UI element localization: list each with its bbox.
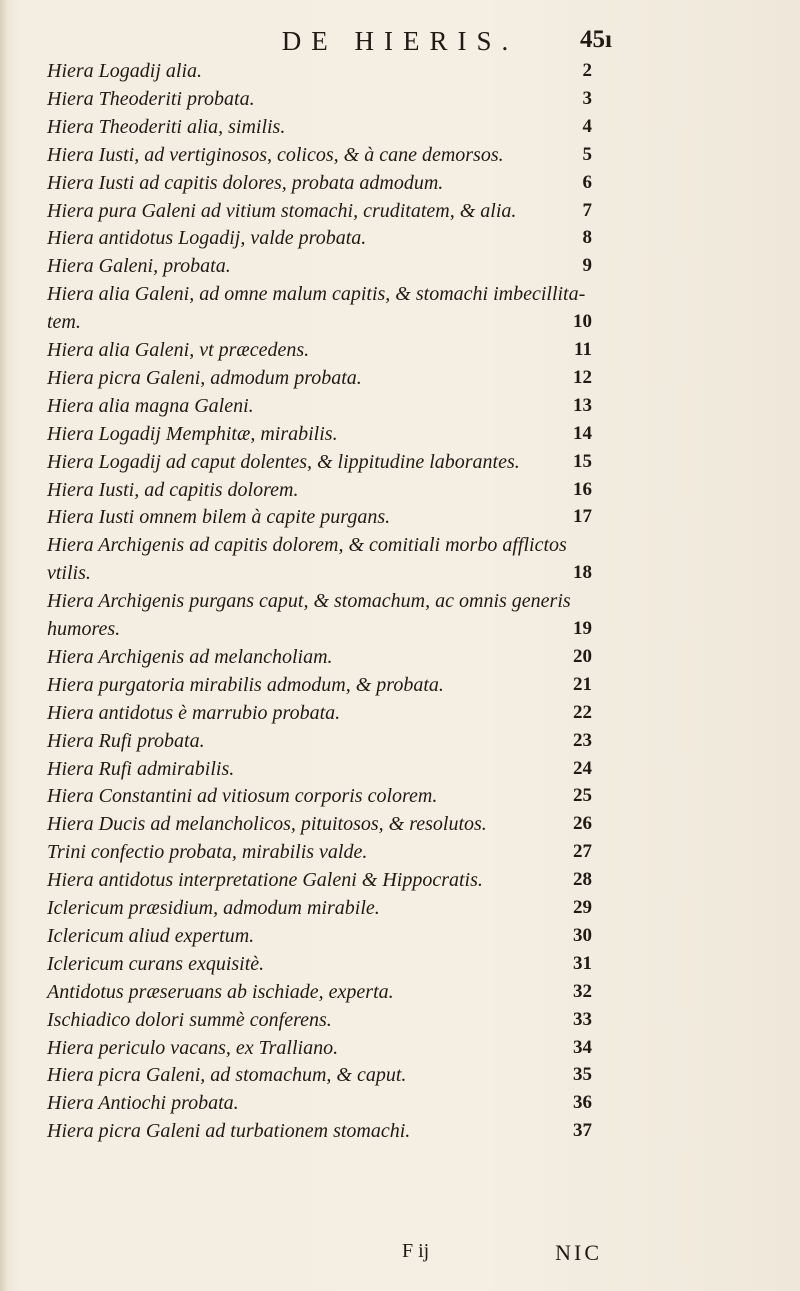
entry-title: Hiera Archigenis ad melancholiam. xyxy=(47,645,333,668)
signature-mark: F ij xyxy=(402,1240,430,1262)
toc-entry xyxy=(0,897,800,923)
toc-entry xyxy=(0,60,800,86)
entry-title: Hiera Constantini ad vitiosum corporis colorem. xyxy=(47,785,438,808)
toc-entry xyxy=(0,618,800,644)
entry-number: 30 xyxy=(573,924,592,946)
entry-title: Hiera antidotus è marrubio probata. xyxy=(47,701,341,724)
page-number: 45ı xyxy=(580,26,612,53)
toc-entry xyxy=(0,1064,800,1090)
entry-title: Hiera Logadij Memphitæ, mirabilis. xyxy=(47,422,338,445)
entry-number: 16 xyxy=(573,478,592,500)
entry-title: Hiera pura Galeni ad vitium stomachi, cruditatem, & alia. xyxy=(47,199,517,222)
entry-title: Hiera alia Galeni, vt præcedens. xyxy=(47,339,310,361)
entry-title: Hiera antidotus interpretatione Galeni & Hippocratis. xyxy=(47,869,483,892)
entry-number: 2 xyxy=(582,60,592,81)
entry-title: Hiera purgatoria mirabilis admodum, & probata. xyxy=(47,673,444,696)
entry-title: Hiera Rufi probata. xyxy=(47,729,205,752)
entry-title: Iclericum aliud expertum. xyxy=(47,924,255,947)
entry-title: Hiera Iusti ad capitis dolores, probata admodum. xyxy=(47,171,444,194)
page-footer xyxy=(0,1240,800,1270)
entry-number: 5 xyxy=(582,143,592,165)
entry-number: 19 xyxy=(573,618,592,639)
entry-title: Antidotus præseruans ab ischiade, experta. xyxy=(47,980,394,1003)
entry-title: vtilis. xyxy=(47,562,91,585)
toc-entry xyxy=(0,758,800,784)
entry-number: 26 xyxy=(573,813,592,835)
toc-entry xyxy=(0,88,800,114)
entry-title: Trini confectio probata, mirabilis valde. xyxy=(47,841,368,864)
entry-number: 34 xyxy=(573,1036,592,1058)
entry-number: 3 xyxy=(582,87,592,109)
toc-entry xyxy=(0,423,800,449)
entry-title: Hiera Galeni, probata. xyxy=(47,255,231,278)
entry-title: Hiera Rufi admirabilis. xyxy=(47,757,235,780)
entry-number: 35 xyxy=(573,1064,592,1086)
entry-number: 12 xyxy=(573,366,592,388)
entry-title: Iclericum curans exquisitè. xyxy=(47,952,265,975)
toc-entry xyxy=(0,506,800,532)
toc-entry xyxy=(0,451,800,477)
entry-number: 17 xyxy=(573,506,592,528)
toc-entry xyxy=(0,562,800,588)
entry-number: 11 xyxy=(574,339,592,360)
toc-entry xyxy=(0,869,800,895)
entry-number: 6 xyxy=(582,171,592,193)
entry-title: Hiera Theoderiti alia, similis. xyxy=(47,115,286,138)
toc-entry xyxy=(0,1092,800,1118)
entry-number: 31 xyxy=(573,952,592,974)
toc-entry xyxy=(0,339,800,365)
entry-number: 21 xyxy=(573,673,592,695)
entry-number: 36 xyxy=(573,1092,592,1114)
entry-title: Hiera Archigenis purgans caput, & stomachum, ac omnis generis xyxy=(47,590,571,613)
entry-number: 7 xyxy=(582,199,592,221)
toc-entry xyxy=(0,674,800,700)
entry-title: Hiera antidotus Logadij, valde probata. xyxy=(47,227,367,250)
entry-title: Hiera picra Galeni, admodum probata. xyxy=(47,366,362,389)
entry-number: 23 xyxy=(573,729,592,751)
toc-entry xyxy=(0,1120,800,1146)
catchword: NIC xyxy=(555,1240,602,1265)
toc-entry xyxy=(0,311,800,337)
toc-entry xyxy=(0,813,800,839)
entry-number: 29 xyxy=(573,897,592,918)
toc-entry xyxy=(0,981,800,1007)
entry-number: 20 xyxy=(573,645,592,667)
entry-title: Hiera alia magna Galeni. xyxy=(47,394,254,417)
entry-title: Hiera picra Galeni ad turbationem stomachi. xyxy=(47,1120,411,1143)
toc-entry xyxy=(0,144,800,170)
entry-title: tem. xyxy=(47,311,81,334)
toc-entry xyxy=(0,1037,800,1063)
toc-entry xyxy=(0,646,800,672)
entry-title: Hiera Iusti omnem bilem à capite purgans. xyxy=(47,506,391,529)
entry-title: Hiera Logadij ad caput dolentes, & lippitudine laborantes. xyxy=(47,450,520,473)
toc-entry xyxy=(0,785,800,811)
toc-entry xyxy=(0,1009,800,1035)
entry-title: Hiera Archigenis ad capitis dolorem, & comitiali morbo afflictos xyxy=(47,534,567,557)
toc-entry xyxy=(0,255,800,281)
toc-entry xyxy=(0,172,800,198)
toc-entry xyxy=(0,953,800,979)
toc-entry xyxy=(0,283,800,309)
entry-number: 18 xyxy=(573,562,592,584)
running-title: DE HIERIS. xyxy=(281,26,519,56)
entry-title: Hiera periculo vacans, ex Tralliano. xyxy=(47,1036,339,1059)
entry-number: 22 xyxy=(573,701,592,723)
entry-title: Hiera Logadij alia. xyxy=(47,60,203,82)
entry-title: Hiera Ducis ad melancholicos, pituitosos, & resolutos. xyxy=(47,813,487,836)
entry-number: 14 xyxy=(573,422,592,444)
toc-entry xyxy=(0,730,800,756)
toc-entry xyxy=(0,367,800,393)
entry-number: 37 xyxy=(573,1120,592,1142)
entry-number: 8 xyxy=(582,227,592,249)
entry-number: 27 xyxy=(573,841,592,863)
entry-title: Hiera Theoderiti probata. xyxy=(47,87,255,110)
toc-entry xyxy=(0,841,800,867)
entry-title: Hiera Iusti, ad vertiginosos, colicos, & à cane demorsos. xyxy=(47,143,504,166)
entry-title: Ischiadico dolori summè conferens. xyxy=(47,1008,332,1031)
toc-entry xyxy=(0,534,800,560)
entry-number: 9 xyxy=(582,255,592,277)
toc-entry xyxy=(0,116,800,142)
toc-entry xyxy=(0,925,800,951)
entry-number: 32 xyxy=(573,980,592,1002)
entry-title: Iclericum præsidium, admodum mirabile. xyxy=(47,897,380,919)
toc-entry xyxy=(0,590,800,616)
entry-number: 15 xyxy=(573,450,592,472)
entry-number: 4 xyxy=(582,115,592,137)
toc-entry xyxy=(0,395,800,421)
entry-number: 33 xyxy=(573,1008,592,1030)
entry-number: 25 xyxy=(573,785,592,807)
entry-title: Hiera Antiochi probata. xyxy=(47,1092,239,1115)
entry-number: 10 xyxy=(573,311,592,333)
toc-entry xyxy=(0,200,800,226)
entry-number: 28 xyxy=(573,869,592,891)
toc-entry xyxy=(0,227,800,253)
entry-title: Hiera alia Galeni, ad omne malum capitis, & stomachi imbecillita- xyxy=(47,283,586,306)
entry-number: 13 xyxy=(573,394,592,416)
entry-title: humores. xyxy=(47,618,121,640)
toc-entry xyxy=(0,479,800,505)
entry-number: 24 xyxy=(573,757,592,779)
toc-entry xyxy=(0,702,800,728)
entry-title: Hiera picra Galeni, ad stomachum, & caput. xyxy=(47,1064,407,1087)
entry-title: Hiera Iusti, ad capitis dolorem. xyxy=(47,478,299,501)
